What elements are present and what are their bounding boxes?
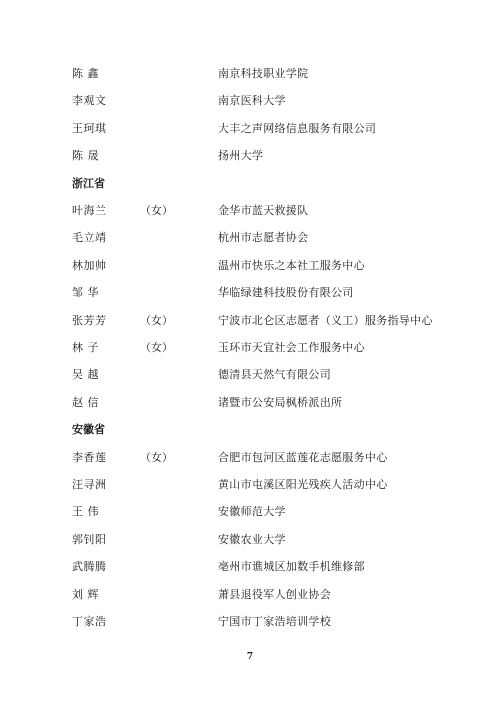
person-name: 林加帅 (72, 259, 107, 272)
organization-name: 黄山市屯溪区阳光残疾人活动中心 (218, 478, 388, 491)
organization-name: 南京科技职业学院 (218, 67, 309, 80)
organization-name: 玉环市天宜社会工作服务中心 (218, 341, 365, 354)
person-name: 邹 华 (72, 286, 99, 299)
organization-name: 宁波市北仑区志愿者（义工）服务指导中心 (218, 314, 433, 327)
person-name: 毛立靖 (72, 231, 107, 244)
list-item (0, 612, 500, 632)
list-item (0, 475, 500, 495)
list-item (0, 585, 500, 605)
list-item (0, 311, 500, 331)
organization-name: 德清县天然气有限公司 (218, 368, 331, 381)
list-item (0, 119, 500, 139)
gender-note: （女） (140, 451, 173, 464)
organization-name: 温州市快乐之本社工服务中心 (218, 259, 365, 272)
organization-name: 大丰之声网络信息服务有限公司 (218, 122, 377, 135)
list-item (0, 448, 500, 468)
list-item (0, 338, 500, 358)
person-name: 武腾腾 (72, 560, 107, 573)
list-item (0, 557, 500, 577)
organization-name: 安徽农业大学 (218, 533, 286, 546)
person-name: 赵 信 (72, 396, 99, 409)
person-name: 汪寻洲 (72, 478, 107, 491)
organization-name: 合肥市包河区蓝莲花志愿服务中心 (218, 451, 388, 464)
list-item (0, 201, 500, 221)
list-item (0, 365, 500, 385)
gender-note: （女） (140, 314, 173, 327)
organization-name: 杭州市志愿者协会 (218, 231, 309, 244)
list-item (0, 256, 500, 276)
organization-name: 宁国市丁家浩培训学校 (218, 615, 331, 628)
person-name: 李观文 (72, 94, 107, 107)
organization-name: 诸暨市公安局枫桥派出所 (218, 396, 343, 409)
list-item (0, 530, 500, 550)
list-item (0, 64, 500, 84)
organization-name: 扬州大学 (218, 149, 264, 162)
province-heading: 安徽省 (72, 423, 105, 436)
list-item (0, 502, 500, 522)
organization-name: 华临绿建科技股份有限公司 (218, 286, 354, 299)
list-item (0, 91, 500, 111)
list-item (0, 228, 500, 248)
person-name: 张芳芳 (72, 314, 107, 327)
page-number: 7 (246, 652, 254, 662)
person-name: 王 伟 (72, 505, 99, 518)
person-name: 李香莲 (72, 451, 107, 464)
person-name: 陈 鑫 (72, 67, 99, 80)
person-name: 吴 越 (72, 368, 99, 381)
person-name: 叶海兰 (72, 204, 107, 217)
organization-name: 萧县退役军人创业协会 (218, 588, 331, 601)
list-item (0, 283, 500, 303)
person-name: 林 子 (72, 341, 99, 354)
organization-name: 安徽师范大学 (218, 505, 286, 518)
organization-name: 亳州市谯城区加数手机维修部 (218, 560, 365, 573)
organization-name: 金华市蓝天救援队 (218, 204, 309, 217)
organization-name: 南京医科大学 (218, 94, 286, 107)
list-item (0, 146, 500, 166)
gender-note: （女） (140, 341, 173, 354)
province-heading: 浙江省 (72, 177, 105, 190)
person-name: 陈 晟 (72, 149, 99, 162)
gender-note: （女） (140, 204, 173, 217)
person-name: 王珂琪 (72, 122, 107, 135)
person-name: 刘 辉 (72, 588, 99, 601)
person-name: 郭钊阳 (72, 533, 107, 546)
list-item (0, 393, 500, 413)
person-name: 丁家浩 (72, 615, 107, 628)
